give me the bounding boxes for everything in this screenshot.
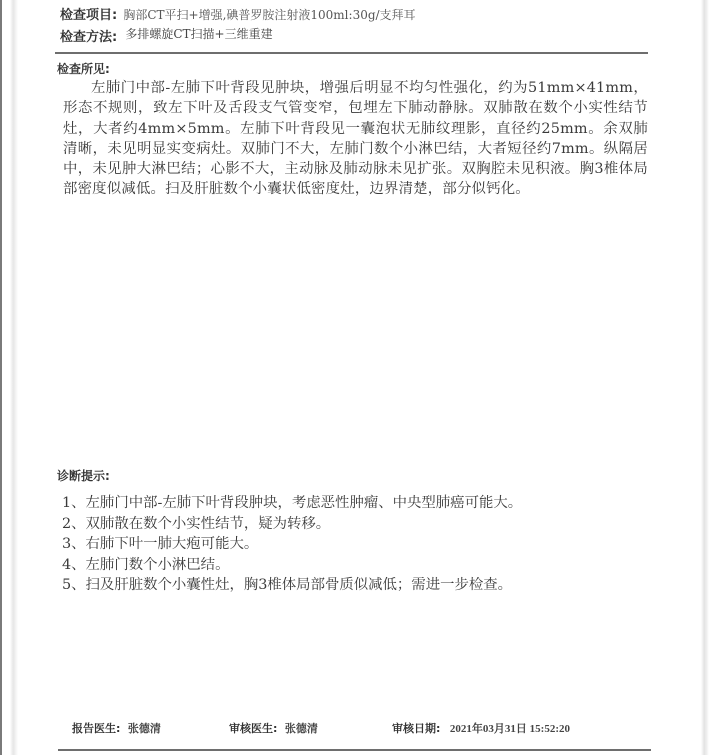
exam-item-label: 检查项目: <box>60 8 118 23</box>
exam-method-value: 多排螺旋CT扫描+三维重建 <box>125 27 273 41</box>
diagnosis-item: 1、左肺门中部-左肺下叶背段肿块，考虑恶性肿瘤、中央型肺癌可能大。 <box>62 495 523 511</box>
diagnosis-title: 诊断提示: <box>57 469 110 483</box>
diagnosis-item: 4、左肺门数个小淋巴结。 <box>62 556 230 573</box>
report-doctor-value: 张德清 <box>127 722 161 735</box>
footer-divider <box>58 749 651 751</box>
report-footer <box>72 720 652 740</box>
review-doctor-value: 张德清 <box>284 722 318 735</box>
diagnosis-item: 2、双肺散在数个小实性结节，疑为转移。 <box>62 515 331 532</box>
page-edge-left <box>0 0 2 755</box>
page-shadow-left <box>10 0 18 755</box>
diagnosis-item: 3、右肺下叶一肺大疱可能大。 <box>62 536 259 552</box>
review-date-label: 审核日期: <box>392 722 441 735</box>
findings-title: 检查所见: <box>57 62 110 76</box>
page-shadow-right <box>701 0 709 755</box>
exam-method-row <box>60 26 273 45</box>
diagnosis-item: 5、扫及肝脏数个小囊性灶，胸3椎体局部骨质似减低；需进一步检查。 <box>62 577 513 593</box>
exam-item-row <box>60 4 416 23</box>
diagnosis-list <box>62 493 522 596</box>
review-doctor-label: 审核医生: <box>229 722 278 735</box>
exam-method-label: 检查方法: <box>60 30 118 45</box>
report-doctor-label: 报告医生: <box>72 722 121 735</box>
report-doctor <box>72 720 161 736</box>
review-date <box>392 720 570 736</box>
review-doctor <box>229 720 318 736</box>
findings-text: 左肺门中部-左肺下叶背段见肿块，增强后明显不均匀性强化，约为51mm×41mm，形态不规则，致左下叶及舌段支气管变窄，包埋左下肺动静脉。双肺散在数个小实性结节灶，大者约4mm×5mm。左肺下叶背段见一囊泡状无肺纹理影，直径约25mm。余双肺清晰，未见明显实变病灶。双肺门不大，左肺门数个小淋巴结，大者短径约7mm。纵隔居中，未见肿大淋巴结；心影不大，主动脉及肺动脉未见扩张。双胸腔未见积液。胸3椎体局部密度似减低。扫及肝脏数个小囊状低密度灶，边界清楚，部分似钙化。 <box>63 80 648 198</box>
exam-item-value: 胸部CT平扫+增强,碘普罗胺注射液100ml:30g/支拜耳 <box>123 8 416 22</box>
header-divider <box>55 52 648 54</box>
review-date-value: 2021年03月31日 15:52:20 <box>449 723 570 735</box>
